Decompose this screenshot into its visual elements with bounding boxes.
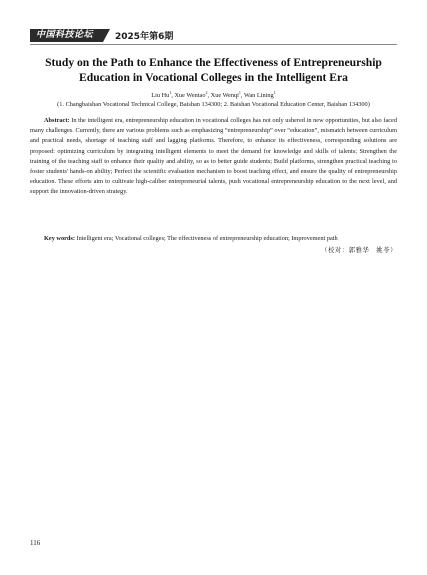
issue-label: 2025年第6期: [115, 32, 174, 42]
running-header: [30, 29, 173, 42]
author-affiliation-mark: 1: [169, 89, 172, 95]
keywords: [30, 234, 397, 244]
author-name: Xue Wenqi: [210, 92, 239, 99]
abstract-label: Abstract:: [44, 117, 70, 124]
keywords-label: Key words:: [44, 235, 75, 242]
proofreader-note: （校对：郭雅华 姚苓）: [321, 247, 397, 254]
author-name: Wan Lining: [243, 92, 274, 99]
paper-title: Study on the Path to Enhance the Effectiveness of Entrepreneurship Education in Vocational Colleges in the Intelligent Era: [45, 56, 382, 84]
affiliations: (1. Changbaishan Vocational Technical College, Baishan 134300; 2. Baishan Vocational Education Center, Baishan 134300): [57, 101, 370, 108]
author-name: Xue Wentao: [174, 92, 206, 99]
header-divider: [30, 44, 397, 45]
keywords-text: Intelligent era; Vocational colleges; The effectiveness of entrepreneurship education; Improvement path: [76, 235, 338, 242]
page-number: 116: [30, 539, 41, 547]
author-affiliation-mark: 1: [273, 89, 276, 95]
author-affiliation-mark: 1: [238, 89, 241, 95]
author-list: Liu Hu$^1$, Xue Wentao$^2$, Xue Wenqi$^1$, Wan Lining$^1$: [151, 89, 276, 99]
journal-name-badge: 中国科技论坛: [30, 29, 103, 42]
abstract-text: In the intelligent era, entrepreneurship education in vocational colleges has not only ushered in new opportunities, but also faced many challenges. Currently, there are various problems such as emphasizing “entrepreneurship” over “education”, mismatch between curriculum and practical needs, shortage of teaching staff and lagging platforms. Therefore, to enhance its effectiveness, corresponding solutions are proposed: optimizing curriculum by integrating intelligent elements to meet the demand for knowledge and skills of talents; Strengthen the training of the teaching staff to enhance their quality and ability, so as to better guide students; Build platforms, strengthen practical teaching to foster students' hands-on ability; Perfect the scientific evaluation mechanism to boost teaching effect, and ensure the quality of entrepreneurship education. These efforts aim to cultivate high-caliber entrepreneurial talents, push vocational entrepreneurship education to the next level, and support the innovation-driven strategy.: [30, 117, 397, 196]
abstract: [30, 116, 397, 198]
author-name: Liu Hu: [151, 92, 170, 99]
author-affiliation-mark: 2: [205, 89, 208, 95]
